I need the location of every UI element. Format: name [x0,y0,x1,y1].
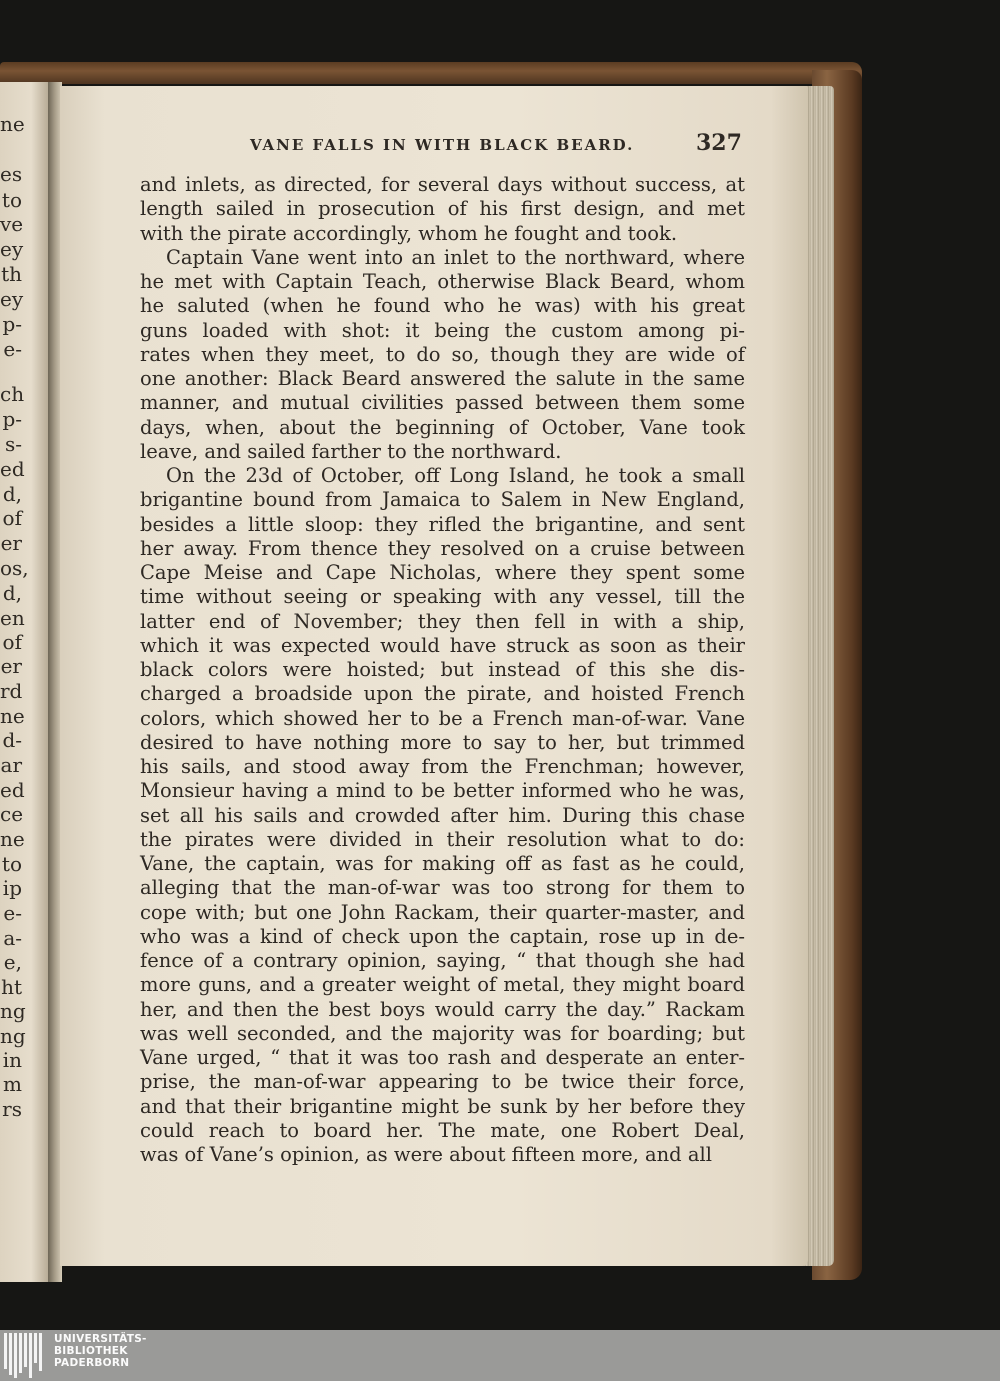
text-line: he met with Captain Teach, otherwise Black Beard, whom [140,270,745,293]
left-page-fragment: in [2,1048,22,1072]
logo-bar [34,1333,37,1363]
text-line: days, when, about the beginning of October, Vane took [140,415,745,439]
left-page-fragment: en [0,606,25,630]
left-page-fragment: of [2,630,22,654]
text-line: was of Vane’s opinion, as were about fifteen more, and all [140,1143,712,1166]
text-line: with the pirate accordingly, whom he fought and took. [140,221,678,245]
logo-bar [24,1333,27,1367]
text-line: Vane urged, “ that it was too rash and desperate an enter- [140,1046,745,1069]
left-page-fragment: ey [0,237,24,261]
left-page-fragment: rd [0,679,23,703]
left-page-fragment: ne [0,704,25,728]
logo-bar [14,1333,17,1378]
text-line: her, and then the best boys would carry the day.” Rackam [140,997,745,1021]
text-line: cope with; but one John Rackam, their quarter-master, and [140,900,745,924]
book-cover-top-edge [0,62,862,84]
text-line: colors, which showed her to be a French man-of-war. Vane [140,706,745,730]
text-line: On the 23d of October, off Long Island, he took a small [166,464,745,487]
left-page-fragment: d, [2,581,22,605]
left-page-fragment: th [1,262,22,286]
text-line: Captain Vane went into an inlet to the northward, where [166,245,745,269]
text-line: desired to have nothing more to say to her, but trimmed [140,730,745,754]
left-page-fragment: rs [2,1097,22,1121]
text-line: black colors were hoisted; but instead of this she dis- [140,658,745,681]
left-page [0,82,52,1282]
left-page-fragment: ip [2,876,22,900]
left-page-fragment: to [1,852,22,876]
text-line: Monsieur having a mind to be better informed who he was, [140,779,745,803]
left-page-fragment: ey [0,287,24,311]
left-page-fragment: e- [3,901,22,925]
library-logo-text [54,1333,147,1369]
logo-bar [39,1333,42,1371]
library-footer [0,1330,1000,1381]
logo-bar [4,1333,7,1369]
logo-bar [19,1333,22,1373]
text-line: one another: Black Beard answered the salute in the same [140,367,745,390]
text-line: latter end of November; they then fell in with a ship, [140,609,745,633]
text-line: Vane, the captain, was for making off as fast as he could, [140,852,745,875]
text-line: could reach to board her. The mate, one Robert Deal, [140,1118,745,1142]
left-page-fragment: er [0,654,22,678]
right-page [60,86,808,1266]
text-line: charged a broadside upon the pirate, and hoisted French [140,682,745,706]
text-line: prise, the man-of-war appearing to be twice their force, [140,1070,745,1094]
left-page-fragment: of [2,506,22,530]
left-page-fragment: a- [3,926,22,950]
left-page-fragment: d- [2,728,22,752]
left-page-fragment: ne [0,112,25,136]
left-page-fragment: ce [0,802,24,826]
left-page-fragment: ed [0,457,25,481]
left-page-fragment: ar [0,753,22,777]
left-page-fragment: ve [0,212,24,236]
text-line: more guns, and a greater weight of metal, they might board [140,973,745,997]
text-line: alleging that the man-of-war was too strong for them to [140,876,745,900]
left-page-fragment: to [1,188,22,212]
left-page-fragment: ng [0,999,26,1023]
left-page-fragment: ne [0,827,25,851]
left-page-fragment: es [0,162,23,186]
text-line: who was a kind of check upon the captain, rose up in de- [140,924,745,948]
running-title: VANE FALLS IN WITH BLACK BEARD. [250,136,635,154]
text-line: besides a little sloop: they rifled the brigantine, and sent [140,512,745,536]
text-line: fence of a contrary opinion, saying, “ that though she had [140,949,745,972]
text-line: manner, and mutual civilities passed between them some [140,391,745,415]
logo-bar [29,1333,32,1378]
text-line: set all his sails and crowded after him. During this chase [140,803,745,827]
text-line: brigantine bound from Jamaica to Salem in New England, [140,488,745,512]
left-page-fragment: ht [1,975,22,999]
left-page-fragment: ch [0,382,25,406]
left-page-fragment: e- [3,337,22,361]
text-line: was well seconded, and the majority was for boarding; but [140,1021,745,1045]
left-page-fragment: ed [0,778,25,802]
text-line: and inlets, as directed, for several days without success, at [140,173,745,196]
text-line: his sails, and stood away from the Frenchman; however, [140,755,745,778]
running-head [60,130,800,160]
left-page-fragment: er [0,531,22,555]
left-page-fragment: p- [2,312,22,336]
left-page-fragment: s- [4,432,22,456]
text-line: he saluted (when he found who he was) with his great [140,294,745,318]
logo-bar [9,1333,12,1375]
text-line: length sailed in prosecution of his first design, and met [140,197,745,221]
text-line: the pirates were divided in their resolution what to do: [140,827,745,851]
text-line: rates when they meet, to do so, though they are wide of [140,342,745,366]
body-text [140,173,745,1167]
page-number: 327 [696,130,742,156]
left-page-fragment: p- [2,407,22,431]
text-line: and that their brigantine might be sunk by her before they [140,1094,745,1118]
text-line: time without seeing or speaking with any vessel, till the [140,585,745,609]
logo-line: UNIVERSITÄTS- [54,1333,147,1345]
text-line: Cape Meise and Cape Nicholas, where they spent some [140,561,745,584]
left-page-fragment: os, [0,556,29,580]
left-page-fragment: m [3,1072,22,1096]
text-line: guns loaded with shot: it being the custom among pi- [140,318,745,342]
left-page-fragment: d, [2,482,22,506]
text-line: leave, and sailed farther to the northward. [140,439,562,463]
text-line: which it was expected would have struck as soon as their [140,633,745,657]
text-line: her away. From thence they resolved on a cruise between [140,536,745,560]
logo-line: BIBLIOTHEK [54,1345,128,1357]
library-logo-icon [4,1333,44,1378]
logo-line: PADERBORN [54,1357,130,1369]
left-page-fragment: ng [0,1024,26,1048]
left-page-fragment: e, [3,950,22,974]
